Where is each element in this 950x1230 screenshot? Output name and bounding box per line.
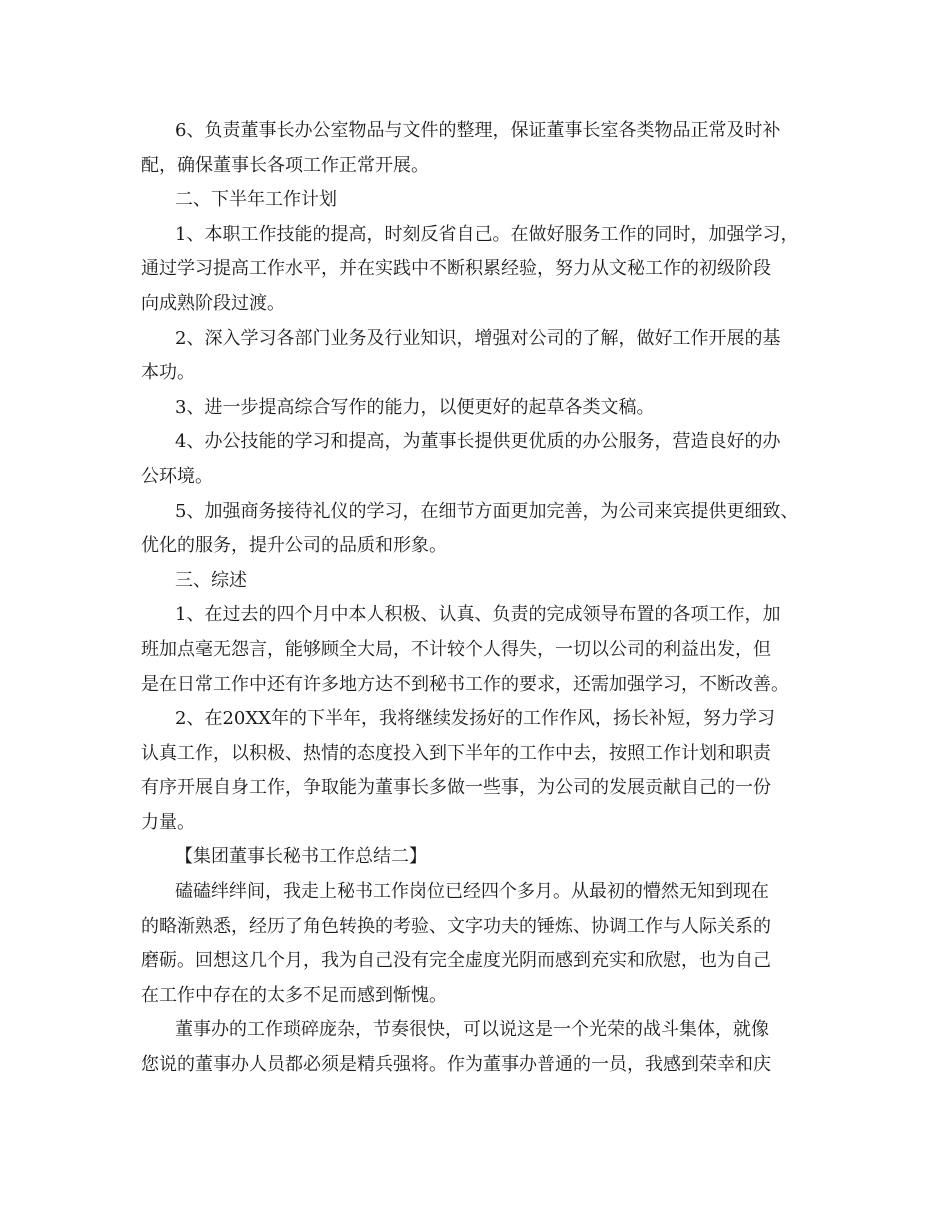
text-line: 5、加强商务接待礼仪的学习，在细节方面更加完善，为公司来宾提供更细致、 [175,500,799,522]
text-line: 在工作中存在的太多不足而感到惭愧。 [141,984,447,1006]
text-line: 的略渐熟悉，经历了角色转换的考验、文字功夫的锤炼、协调工作与人际关系的 [141,915,771,937]
text-line: 您说的董事办人员都必须是精兵强将。作为董事办普通的一员，我感到荣幸和庆 [141,1054,771,1076]
text-line: 优化的服务，提升公司的品质和形象。 [141,535,447,557]
text-line: 班加点毫无怨言，能够顾全大局，不计较个人得失，一切以公司的利益出发，但 [141,638,771,660]
text-line: 2、在20XX年的下半年，我将继续发扬好的工作作风，扬长补短，努力学习 [175,708,775,730]
text-line: 1、在过去的四个月中本人积极、认真、负责的完成领导布置的各项工作，加 [175,604,781,626]
text-line: 2、深入学习各部门业务及行业知识，增强对公司的了解，做好工作开展的基 [175,327,781,349]
text-line: 向成熟阶段过渡。 [141,292,285,314]
text-line: 公环境。 [141,465,213,487]
text-line: 3、进一步提高综合写作的能力，以便更好的起草各类文稿。 [175,396,655,418]
text-line: 力量。 [141,811,195,833]
text-line: 本功。 [141,362,195,384]
text-line: 配，确保董事长各项工作正常开展。 [141,154,429,176]
text-line: 有序开展自身工作，争取能为董事长多做一些事，为公司的发展贡献自己的一份 [141,777,771,799]
text-line: 6、负责董事长办公室物品与文件的整理，保证董事长室各类物品正常及时补 [175,120,781,141]
section-heading: 二、下半年工作计划 [175,189,337,211]
text-line: 董事办的工作琐碎庞杂，节奏很快，可以说这是一个光荣的战斗集体，就像 [175,1019,769,1041]
text-line: 磨砺。回想这几个月，我为自己没有完全虚度光阴而感到充实和欣慰，也为自己 [141,950,771,972]
text-line: 1、本职工作技能的提高，时刻反省自己。在做好服务工作的同时，加强学习， [175,223,799,245]
text-line: 4、办公技能的学习和提高，为董事长提供更优质的办公服务，营造良好的办 [175,431,781,453]
document-body [141,114,821,1083]
section-heading: 三、综述 [175,569,247,591]
section-title: 【集团董事长秘书工作总结二】 [175,846,427,868]
text-line: 磕磕绊绊间，我走上秘书工作岗位已经四个多月。从最初的懵然无知到现在 [175,881,769,903]
text-line: 通过学习提高工作水平，并在实践中不断积累经验，努力从文秘工作的初级阶段 [141,258,771,280]
text-line: 认真工作，以积极、热情的态度投入到下半年的工作中去，按照工作计划和职责 [141,742,771,764]
text-line: 是在日常工作中还有许多地方达不到秘书工作的要求，还需加强学习，不断改善。 [141,673,789,695]
